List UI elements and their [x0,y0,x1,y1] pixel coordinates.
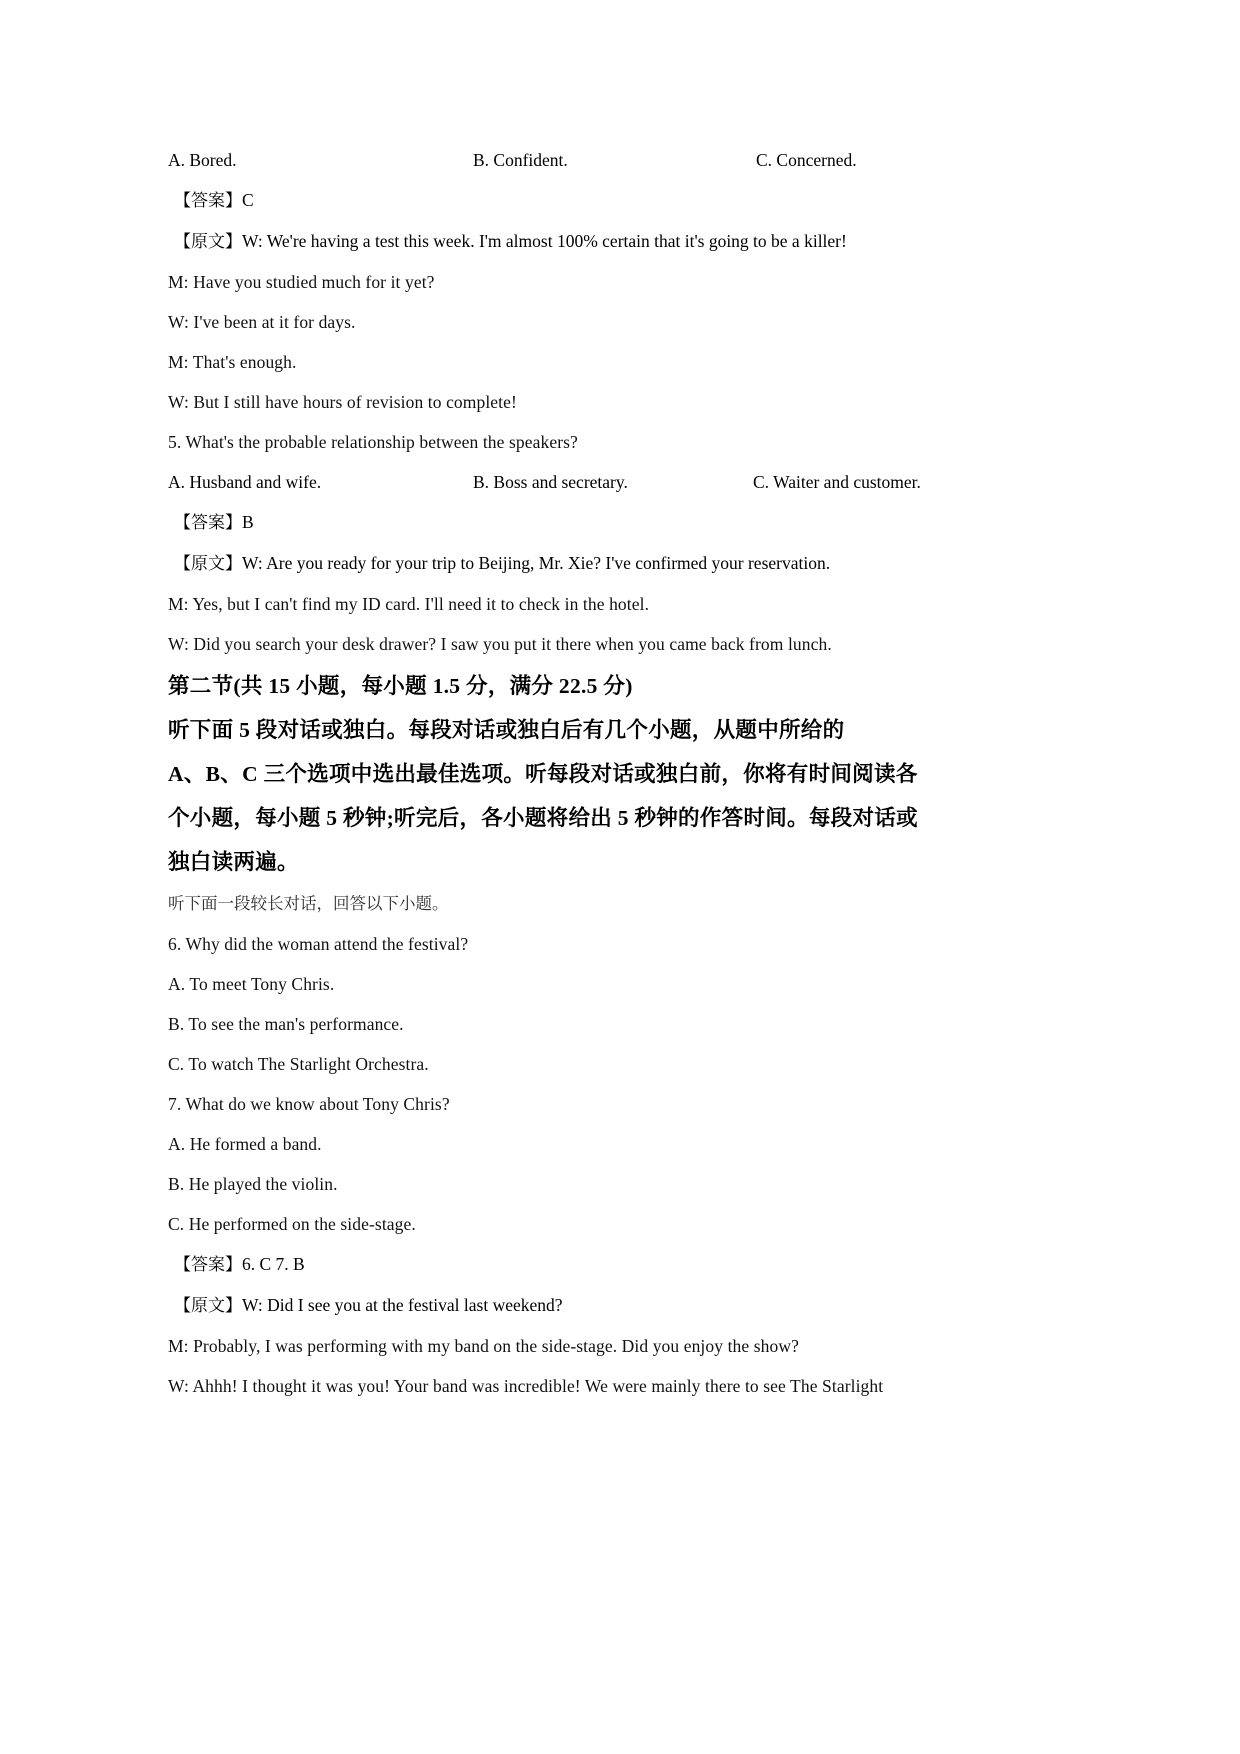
answer-value: C [242,190,254,210]
question-6-7-answer [168,1244,958,1285]
section-instruction-line: 独白读两遍。 [168,850,299,874]
question-7-option-b: B. He played the violin. [168,1174,338,1194]
transcript-text: W: Are you ready for your trip to Beijing, Mr. Xie? I've confirmed your reservation. [242,553,831,573]
answer-marker: 【答案】 [174,513,242,532]
transcript-text: W: Did I see you at the festival last weekend? [242,1295,563,1315]
transcript-line: M: That's enough. [168,352,297,372]
question-4-options [168,140,958,180]
transcript-line: W: But I still have hours of revision to complete! [168,392,517,412]
question-6-7-transcript-first-line [168,1285,958,1326]
sub-instruction: 听下面一段较长对话，回答以下小题。 [168,894,449,913]
transcript-line: W: Ahhh! I thought it was you! Your band was incredible! We were mainly there to see The Starlight [168,1376,884,1396]
option-b: B. Confident. [473,150,568,170]
transcript-line: M: Have you studied much for it yet? [168,272,435,292]
question-7-option-c: C. He performed on the side-stage. [168,1214,416,1234]
question-4-transcript-first-line [168,221,958,262]
transcript-line: M: Yes, but I can't find my ID card. I'll need it to check in the hotel. [168,594,650,614]
option-c: C. Concerned. [756,150,857,170]
question-5-options [168,462,958,502]
question-4-answer [168,180,958,221]
question-6-option-b: B. To see the man's performance. [168,1014,404,1034]
transcript-line: W: I've been at it for days. [168,312,356,332]
question-6-stem: 6. Why did the woman attend the festival? [168,934,469,954]
option-c: C. Waiter and customer. [753,472,921,492]
question-5-answer [168,502,958,543]
page-content [168,140,958,1406]
section-instruction-line: 个小题，每小题 5 秒钟;听完后，各小题将给出 5 秒钟的作答时间。每段对话或 [168,806,918,830]
section-heading: 第二节(共 15 小题，每小题 1.5 分，满分 22.5 分) [168,674,633,698]
transcript-line: W: Did you search your desk drawer? I saw you put it there when you came back from lunch. [168,634,832,654]
option-a: A. Husband and wife. [168,472,322,492]
question-6-option-c: C. To watch The Starlight Orchestra. [168,1054,429,1074]
answer-value: B [242,512,254,532]
transcript-text: W: We're having a test this week. I'm almost 100% certain that it's going to be a killer! [242,231,847,251]
question-5-transcript-first-line [168,543,958,584]
transcript-marker: 【原文】 [174,1296,242,1315]
answer-marker: 【答案】 [174,1255,242,1274]
question-5-stem: 5. What's the probable relationship between the speakers? [168,432,578,452]
transcript-line: M: Probably, I was performing with my band on the side-stage. Did you enjoy the show? [168,1336,799,1356]
section-instruction-line: A、B、C 三个选项中选出最佳选项。听每段对话或独白前，你将有时间阅读各 [168,762,918,786]
transcript-marker: 【原文】 [174,232,242,251]
question-7-stem: 7. What do we know about Tony Chris? [168,1094,450,1114]
option-b: B. Boss and secretary. [473,472,628,492]
transcript-marker: 【原文】 [174,554,242,573]
option-a: A. Bored. [168,150,237,170]
answer-marker: 【答案】 [174,191,242,210]
question-7-option-a: A. He formed a band. [168,1134,322,1154]
question-6-option-a: A. To meet Tony Chris. [168,974,335,994]
answer-value: 6. C 7. B [242,1254,305,1274]
section-instruction-line: 听下面 5 段对话或独白。每段对话或独白后有几个小题，从题中所给的 [168,718,845,742]
